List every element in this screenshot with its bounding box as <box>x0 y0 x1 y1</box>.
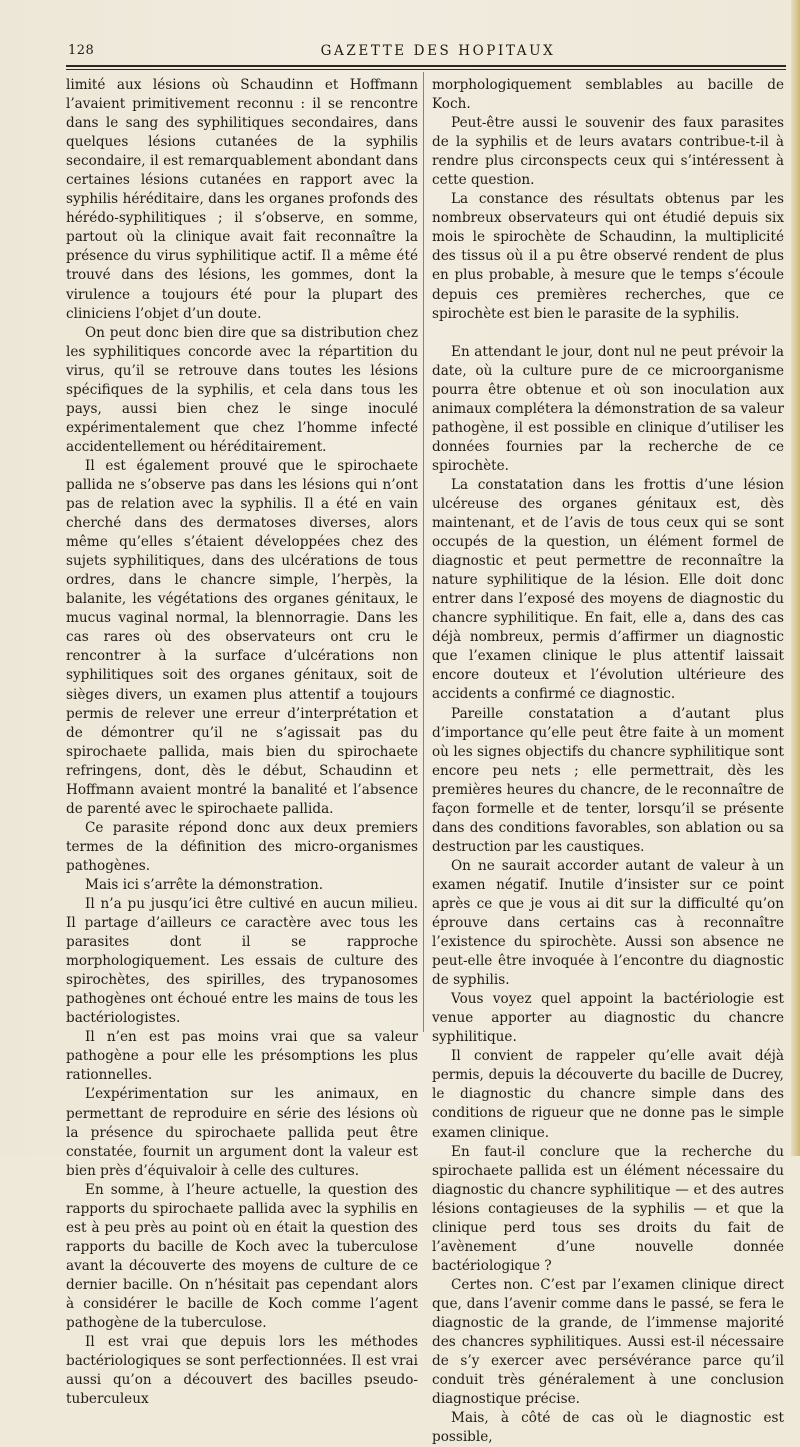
paragraph: Certes non. C’est par l’examen clinique direct que, dans l’avenir comme dans le passé, se fera le diagnostic de la grande, de l’immense majorité des chancres syphilitiques. Aussi est-il nécessaire de s’y exercer avec persévérance parce qu’il conduit très généralement à une conclusion diagnostique précise. <box>432 1276 784 1408</box>
paragraph: Ce parasite répond donc aux deux premiers termes de la définition des micro-organismes pathogènes. <box>66 819 418 874</box>
header-rule-thick <box>66 65 786 67</box>
right-column <box>432 76 784 1447</box>
header-rule-thin <box>66 69 786 70</box>
paragraph: Il n’en est pas moins vrai que sa valeur pathogène a pour elle les présomptions les plus rationnelles. <box>66 1029 418 1084</box>
paragraph: Il n’a pu jusqu’ici être cultivé en aucun milieu. Il partage d’ailleurs ce caractère avec tous les parasites dont il se rapproche morphologiquement. Les essais de culture des spirochètes, des spirilles, des trypanosomes pathogènes ont échoué entre les mains de tous les bactériologistes. <box>66 896 418 1027</box>
paragraph: Il est vrai que depuis lors les méthodes bactériologiques se sont perfectionnées. Il est vrai aussi qu’on a découvert des bacilles pseudo-tuberculeux <box>66 1334 418 1408</box>
paragraph: En attendant le jour, dont nul ne peut prévoir la date, où la culture pure de ce microorganisme pourra être obtenue et où son inoculation aux animaux complétera la démonstration de sa valeur pathogène, il est possible en clinique d’utiliser les données fournies par la recherche de ce spirochète. <box>432 343 784 474</box>
paragraph: Mais, à côté de cas où le diagnostic est possible, <box>432 1410 784 1446</box>
paragraph: Vous voyez quel appoint la bactériologie est venue apporter au diagnostic du chancre syphilitique. <box>432 991 784 1046</box>
page-header <box>66 40 786 62</box>
paragraph: Il est également prouvé que le spirochaete pallida ne s’observe pas dans les lésions qui n’ont pas de relation avec la syphilis. Il a été en vain cherché dans des dermatoses diverses, alors même qu’elles s’étaient développées chez des sujets syphilitiques, dans des ulcérations de tous ordres, dans le chancre simple, l’herpès, la balanite, les végétations des organes génitaux, le mucus vaginal normal, la blennorragie. Dans les cas rares où des observateurs ont cru le rencontrer à la surface d’ulcérations non syphilitiques soit des organes génitaux, soit de sièges divers, un examen plus attentif a toujours permis de relever une erreur d’interprétation et de démontrer qu’il ne s’agissait pas du spirochaete pallida, mais bien du spirochaete refringens, dont, dès le début, Schaudinn et Hoffmann avaient montré la banalité et l’absence de parenté avec le spirochaete pallida. <box>66 457 418 817</box>
paragraph: morphologiquement semblables au bacille de Koch. <box>432 77 784 113</box>
paragraph: La constance des résultats obtenus par les nombreux observateurs qui ont étudié depuis six mois le spirochète de Schaudinn, la multiplicité des tissus où il a pu être observé rendent de plus en plus probable, à mesure que le temps s’écoule depuis ces premières recherches, que ce spirochète est bien le parasite de la syphilis. <box>432 191 784 322</box>
paragraph: Il convient de rappeler qu’elle avait déjà permis, depuis la découverte du bacille de Ducrey, le diagnostic du chancre simple dans des conditions de rigueur que ne donne pas le simple examen clinique. <box>432 1048 784 1141</box>
paragraph: Mais ici s’arrête la démonstration. <box>85 876 324 893</box>
paragraph: L’expérimentation sur les animaux, en permettant de reproduire en série des lésions où la présence du spirochaete pallida peut être constatée, fournit un argument dont la valeur est bien près d’équivaloir à celle des cultures. <box>66 1086 418 1179</box>
running-title: GAZETTE DES HOPITAUX <box>320 43 556 59</box>
page-spine-edge <box>791 0 800 1156</box>
page-number: 128 <box>68 43 95 58</box>
column-divider <box>423 72 424 1032</box>
paragraph: La constatation dans les frottis d’une lésion ulcéreuse des organes génitaux est, dès maintenant, et de l’avis de tous ceux qui se sont occupés de la question, un élément formel de diagnostic et peut permettre de reconnaître la nature syphilitique de la lésion. Elle doit donc entrer dans l’exposé des moyens de diagnostic du chancre syphilitique. En fait, elle a, dans des cas déjà nombreux, permis d’affirmer un diagnostic que l’examen clinique le plus attentif laissait encore douteux et l’évolution ultérieure des accidents a confirmé ce diagnostic. <box>432 476 784 703</box>
paragraph: Peut-être aussi le souvenir des faux parasites de la syphilis et de leurs avatars contribue-t-il à rendre plus circonspects ceux qui s’intéressent à cette question. <box>432 115 784 189</box>
paragraph: Pareille constatation a d’autant plus d’importance qu’elle peut être faite à un moment où les signes objectifs du chancre syphilitique sont encore peu nets ; elle permettrait, dès les premières heures du chancre, de le reconnaître de façon formelle et de tenter, lorsqu’il se présente dans des conditions favorables, son ablation ou sa destruction par les caustiques. <box>432 705 784 855</box>
paragraph: On peut donc bien dire que sa distribution chez les syphilitiques concorde avec la répartition du virus, qu’il se retrouve dans toutes les lésions spécifiques de la syphilis, et cela dans tous les pays, aussi bien chez le singe inoculé expérimentalement que chez l’homme infecté accidentellement ou héréditairement. <box>66 324 418 455</box>
left-column <box>66 76 418 1409</box>
paragraph: En faut-il conclure que la recherche du spirochaete pallida est un élément nécessaire du diagnostic du chancre syphilitique — et des autres lésions contagieuses de la syphilis — et que la clinique perd tous ses droits du fait de l’avènement d’une nouvelle donnée bactériologique ? <box>432 1143 784 1274</box>
paragraph: En somme, à l’heure actuelle, la question des rapports du spirochaete pallida avec la syphilis en est à peu près au point où en était la question des rapports du bacille de Koch avec la tuberculose avant la découverte des moyens de culture de ce dernier bacille. On n’hésitait pas cependant alors à considérer le bacille de Koch comme l’agent pathogène de la tuberculose. <box>66 1181 418 1332</box>
paragraph: limité aux lésions où Schaudinn et Hoffmann l’avaient primitivement reconnu : il se rencontre dans le sang des syphilitiques secondaires, dans quelques lésions cutanées de la syphilis secondaire, il est remarquablement abondant dans certaines lésions cutanées en rapport avec la syphilis héréditaire, dans les organes profonds des hérédo-syphilitiques ; il s’observe, en somme, partout où la clinique avait fait reconnaître la présence du virus syphilitique actif. Il a même été trouvé dans des lésions, les gommes, dont la virulence a toujours été pour la plupart des cliniciens l’objet d’un doute. <box>66 77 418 322</box>
paragraph: On ne saurait accorder autant de valeur à un examen négatif. Inutile d’insister sur ce point après ce que je vous ai dit sur la difficulté qu’on éprouve dans certains cas à reconnaître l’existence du spirochète. Aussi son absence ne peut-elle être invoquée à l’encontre du diagnostic de syphilis. <box>432 857 784 989</box>
